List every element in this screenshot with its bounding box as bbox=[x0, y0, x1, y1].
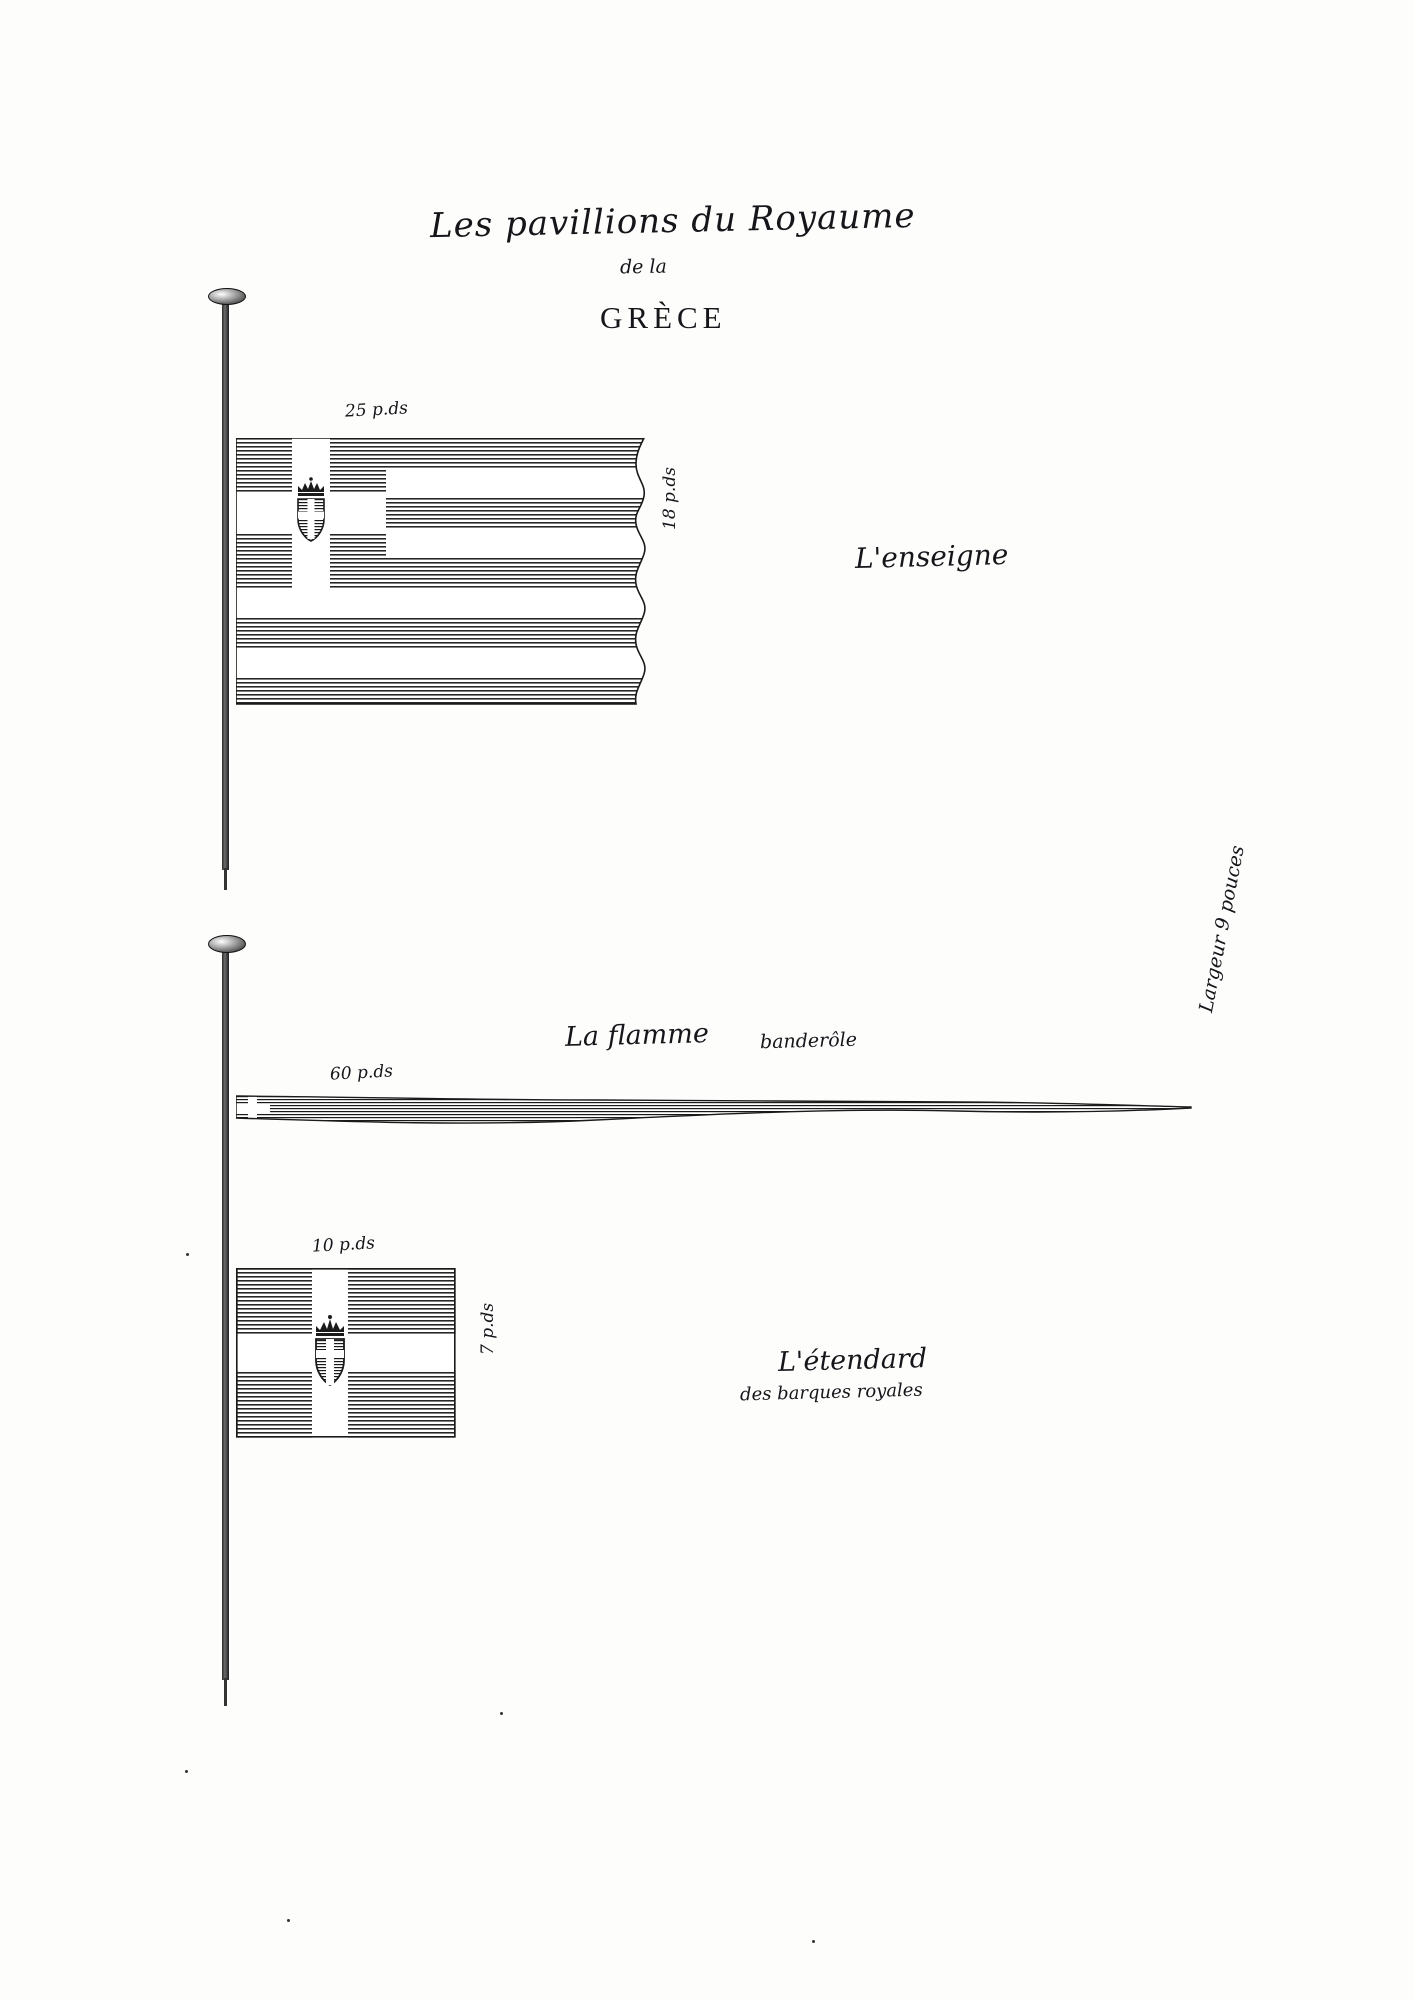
standard-width-label: 10 p.ds bbox=[311, 1233, 376, 1257]
ensign-caption: L'enseigne bbox=[854, 537, 1009, 576]
ensign-height-label: 18 p.ds bbox=[660, 467, 680, 530]
pennant-width-label: Largeur 9 pouces bbox=[1195, 843, 1249, 1015]
pennant-caption: La flamme bbox=[564, 1018, 710, 1053]
flagpole-pennant bbox=[222, 950, 229, 1680]
plate-speck bbox=[812, 1940, 815, 1943]
standard-caption-secondary: des barques royales bbox=[739, 1379, 923, 1406]
plate-speck bbox=[186, 1253, 189, 1256]
flagpole-finial-icon-2 bbox=[208, 935, 246, 953]
page-title-country: GRÈCE bbox=[600, 300, 727, 335]
figure-pennant bbox=[236, 1090, 1196, 1130]
figure-ensign bbox=[236, 438, 650, 708]
flagpole-ensign-tip bbox=[224, 868, 227, 890]
pennant-caption-secondary: banderôle bbox=[759, 1028, 858, 1054]
plate-speck bbox=[287, 1919, 290, 1922]
standard-height-label: 7 p.ds bbox=[478, 1302, 498, 1355]
flagpole-ensign bbox=[222, 300, 229, 870]
pennant-length-label: 60 p.ds bbox=[329, 1061, 394, 1085]
flagpole-pennant-tip bbox=[224, 1678, 227, 1706]
page-title-connector: de la bbox=[619, 255, 668, 279]
plate-speck bbox=[500, 1712, 503, 1715]
figure-royal-barge-standard bbox=[236, 1268, 456, 1438]
plate-speck bbox=[185, 1770, 188, 1773]
standard-caption: L'étendard bbox=[777, 1343, 928, 1378]
page-title: Les pavillions du Royaume bbox=[429, 195, 916, 247]
ensign-width-label: 25 p.ds bbox=[344, 398, 409, 422]
flagpole-finial-icon bbox=[208, 288, 246, 305]
